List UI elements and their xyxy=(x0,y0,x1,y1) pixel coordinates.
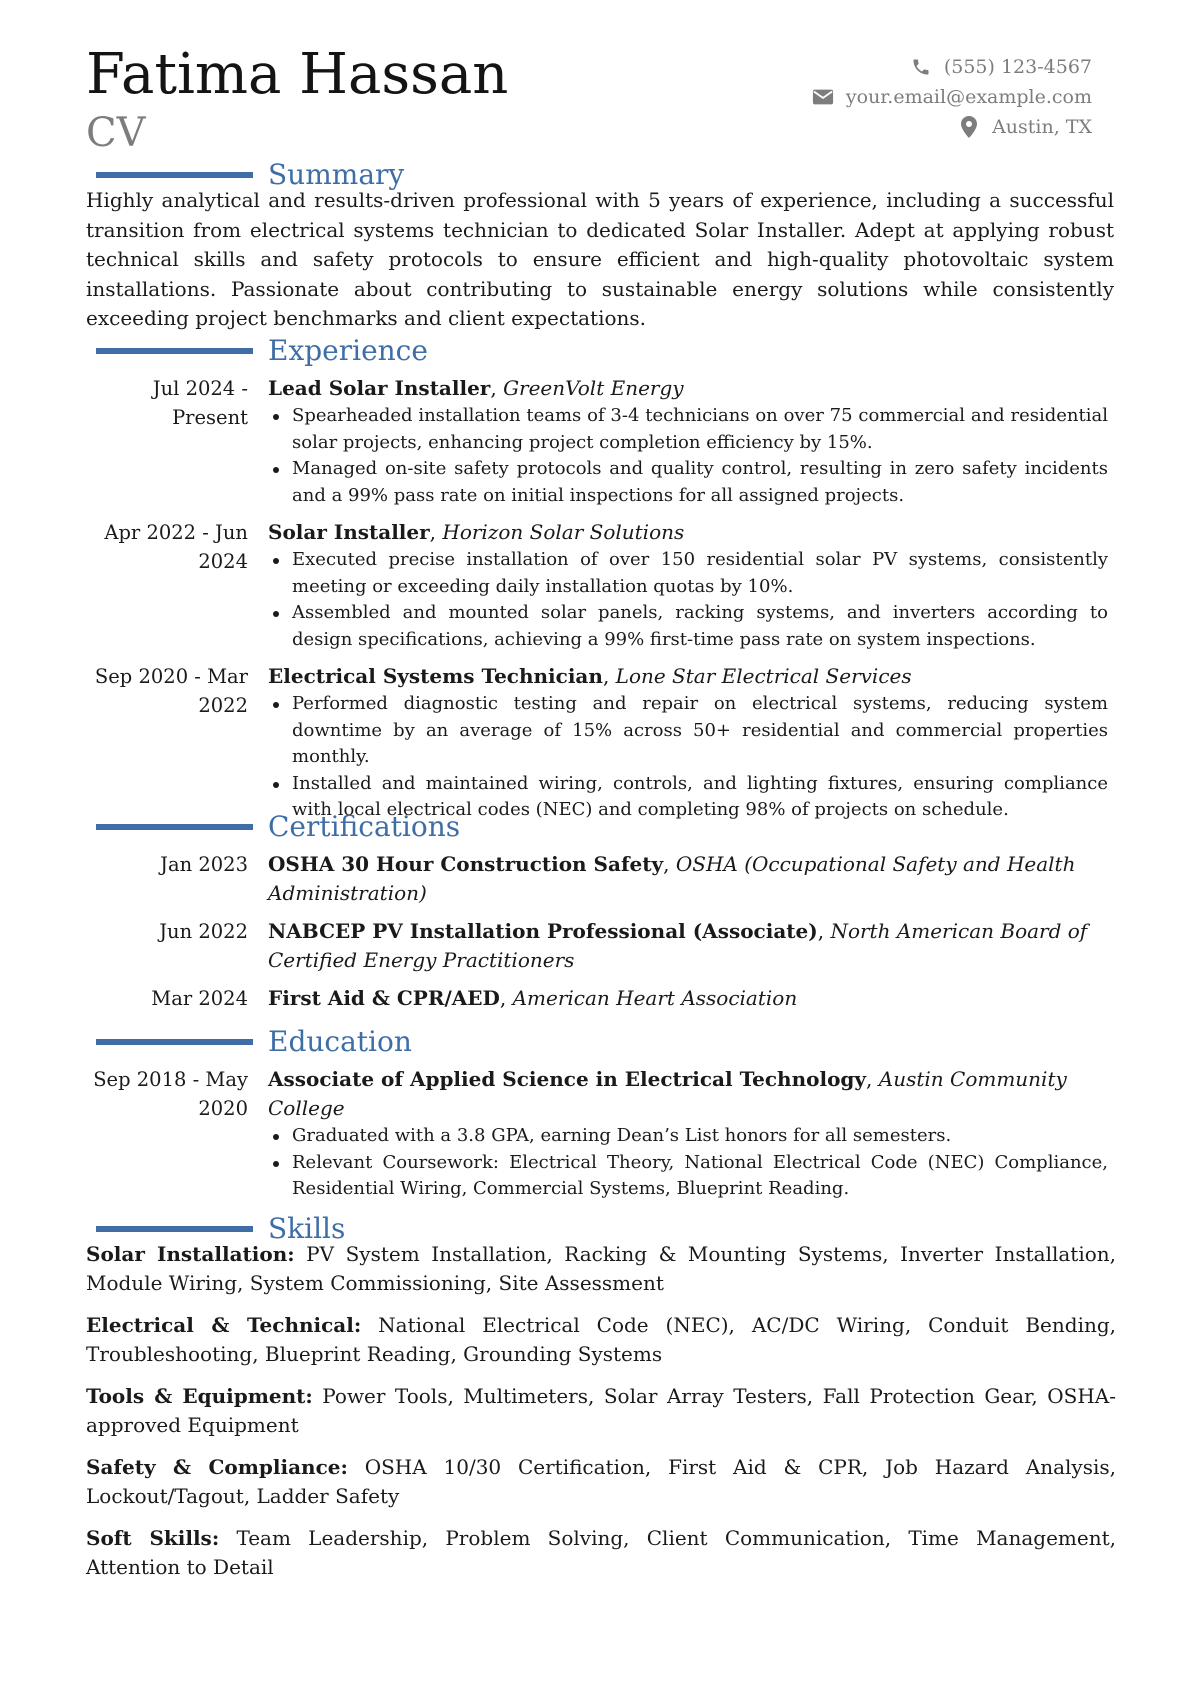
entry-body: Associate of Applied Science in Electrical Technology, Austin Community College Graduated with a 3.8 GPA, earning Dean’s List honors for all semesters. Relevant Coursework: Electrical Theory, National Electrical Code (NEC) Compliance, Residential Wiring, Commercial Systems, Blueprint Reading. xyxy=(268,1065,1108,1203)
entry-dates: Sep 2018 - May 2020 xyxy=(93,1068,248,1120)
section-experience-heading xyxy=(0,334,1190,368)
list-item: Performed diagnostic testing and repair on electrical systems, reducing system downtime by an average of 15% across 50+ residential and commercial properties monthly. xyxy=(268,691,1108,771)
entry-body: Solar Installer, Horizon Solar Solutions Executed precise installation of over 150 residential solar PV systems, consistently meeting or exceeding daily installation quotas by 10%. Assembled and mounted solar panels, racking systems, and inverters according to design specifications, achieving a 99% first-time pass rate on system inspections. xyxy=(268,518,1108,653)
map-pin-icon xyxy=(958,116,980,138)
school: Austin Community College xyxy=(268,1067,1067,1120)
employer: Lone Star Electrical Services xyxy=(615,664,912,688)
skill-row xyxy=(86,1524,1116,1582)
document-subtitle: CV xyxy=(86,110,146,156)
list-item: Installed and maintained wiring, controls, and lighting fixtures, ensuring compliance with local electrical codes (NEC) and completing 98% of projects on schedule. xyxy=(268,771,1108,824)
skill-category: Soft Skills: xyxy=(86,1526,220,1550)
section-accent-bar xyxy=(96,348,253,354)
contact-block xyxy=(672,52,1092,142)
skill-category: Safety & Compliance: xyxy=(86,1455,348,1479)
envelope-icon xyxy=(812,86,834,108)
cert-name: First Aid & CPR/AED xyxy=(268,986,500,1010)
section-accent-bar xyxy=(96,1039,253,1045)
section-accent-bar xyxy=(96,824,253,830)
skill-items: PV System Installation, Racking & Mounting Systems, Inverter Installation, Module Wiring, System Commissioning, Site Assessment xyxy=(86,1242,1116,1295)
phone-text: (555) 123-4567 xyxy=(943,56,1092,78)
entry-dates: Apr 2022 - Jun 2024 xyxy=(104,521,248,573)
skill-items: OSHA 10/30 Certification, First Aid & CPR, Job Hazard Analysis, Lockout/Tagout, Ladder Safety xyxy=(86,1455,1116,1508)
section-title: Experience xyxy=(268,334,428,367)
person-name: Fatima Hassan xyxy=(86,42,509,107)
skill-items: Team Leadership, Problem Solving, Client Communication, Time Management, Attention to Detail xyxy=(86,1526,1117,1579)
section-title: Summary xyxy=(268,158,405,191)
list-item: Relevant Coursework: Electrical Theory, National Electrical Code (NEC) Compliance, Residential Wiring, Commercial Systems, Blueprint Reading. xyxy=(268,1150,1108,1203)
skill-row xyxy=(86,1453,1116,1511)
skill-category: Solar Installation: xyxy=(86,1242,295,1266)
contact-location xyxy=(672,112,1092,142)
skill-category: Tools & Equipment: xyxy=(86,1384,313,1408)
employer: Horizon Solar Solutions xyxy=(442,520,685,544)
job-title: Electrical Systems Technician xyxy=(268,664,603,688)
list-item: Assembled and mounted solar panels, racking systems, and inverters according to design specifications, achieving a 99% first-time pass rate on system inspections. xyxy=(268,600,1108,653)
skill-category: Electrical & Technical: xyxy=(86,1313,362,1337)
list-item: Managed on-site safety protocols and quality control, resulting in zero safety incidents and a 99% pass rate on initial inspections for all assigned projects. xyxy=(268,456,1108,509)
job-title: Lead Solar Installer xyxy=(268,376,491,400)
skill-row xyxy=(86,1240,1116,1298)
entry-body: Lead Solar Installer, GreenVolt Energy Spearheaded installation teams of 3-4 technicians on over 75 commercial and residential solar projects, enhancing project completion efficiency by 15%. Managed on-site safety protocols and quality control, resulting in zero safety incidents and a 99% pass rate on initial inspections for all assigned projects. xyxy=(268,374,1108,509)
entry-dates: Sep 2020 - Mar 2022 xyxy=(94,665,248,717)
cert-date: Jun 2022 xyxy=(159,920,248,943)
section-title: Skills xyxy=(268,1212,346,1245)
employer: GreenVolt Energy xyxy=(503,376,684,400)
cert-body: NABCEP PV Installation Professional (Associate), North American Board of Certified Energy Practitioners xyxy=(268,919,1088,972)
cert-issuer: American Heart Association xyxy=(512,986,798,1010)
section-accent-bar xyxy=(96,1226,253,1232)
section-title: Certifications xyxy=(268,810,461,843)
cert-issuer: OSHA (Occupational Safety and Health Administration) xyxy=(268,852,1076,905)
section-certifications-heading xyxy=(0,810,1190,844)
contact-phone xyxy=(672,52,1092,82)
skill-row xyxy=(86,1311,1116,1369)
entry-dates: Jul 2024 - Present xyxy=(152,377,248,429)
location-text: Austin, TX xyxy=(992,116,1092,138)
job-title: Solar Installer xyxy=(268,520,430,544)
cert-body: First Aid & CPR/AED, American Heart Association xyxy=(268,986,798,1010)
skill-row xyxy=(86,1382,1116,1440)
entry-body: Electrical Systems Technician, Lone Star Electrical Services Performed diagnostic testing and repair on electrical systems, reducing system downtime by an average of 15% across 50+ residential and commercial properties monthly. Installed and maintained wiring, controls, and lighting fixtures, ensuring compliance with local electrical codes (NEC) and completing 98% of projects on schedule. xyxy=(268,662,1108,824)
list-item: Spearheaded installation teams of 3-4 technicians on over 75 commercial and residential solar projects, enhancing project completion efficiency by 15%. xyxy=(268,403,1108,456)
degree-title: Associate of Applied Science in Electrical Technology xyxy=(268,1067,867,1091)
cert-name: NABCEP PV Installation Professional (Associate) xyxy=(268,919,818,943)
skills-list xyxy=(86,1240,1116,1595)
section-accent-bar xyxy=(96,172,253,178)
section-education-heading xyxy=(0,1025,1190,1059)
cert-issuer: North American Board of Certified Energy Practitioners xyxy=(268,919,1088,972)
phone-icon xyxy=(910,56,932,78)
cert-date: Jan 2023 xyxy=(160,853,248,876)
section-title: Education xyxy=(268,1025,412,1058)
email-text[interactable]: your.email@example.com xyxy=(845,86,1092,108)
cert-body: OSHA 30 Hour Construction Safety, OSHA (Occupational Safety and Health Administration) xyxy=(268,852,1076,905)
list-item: Executed precise installation of over 150 residential solar PV systems, consistently meeting or exceeding daily installation quotas by 10%. xyxy=(268,547,1108,600)
skill-items: National Electrical Code (NEC), AC/DC Wiring, Conduit Bending, Troubleshooting, Blueprint Reading, Grounding Systems xyxy=(86,1313,1117,1366)
contact-email xyxy=(672,82,1092,112)
summary-text: Highly analytical and results-driven professional with 5 years of experience, including a successful transition from electrical systems technician to dedicated Solar Installer. Adept at applying robust technical skills and safety protocols to ensure efficient and high-quality photovoltaic system installations. Passionate about contributing to sustainable energy solutions while consistently exceeding project benchmarks and client expectations. xyxy=(86,188,1114,330)
list-item: Graduated with a 3.8 GPA, earning Dean’s List honors for all semesters. xyxy=(268,1123,1108,1150)
cert-name: OSHA 30 Hour Construction Safety xyxy=(268,852,664,876)
cert-date: Mar 2024 xyxy=(151,987,248,1010)
skill-items: Power Tools, Multimeters, Solar Array Testers, Fall Protection Gear, OSHA-approved Equipment xyxy=(86,1384,1116,1437)
